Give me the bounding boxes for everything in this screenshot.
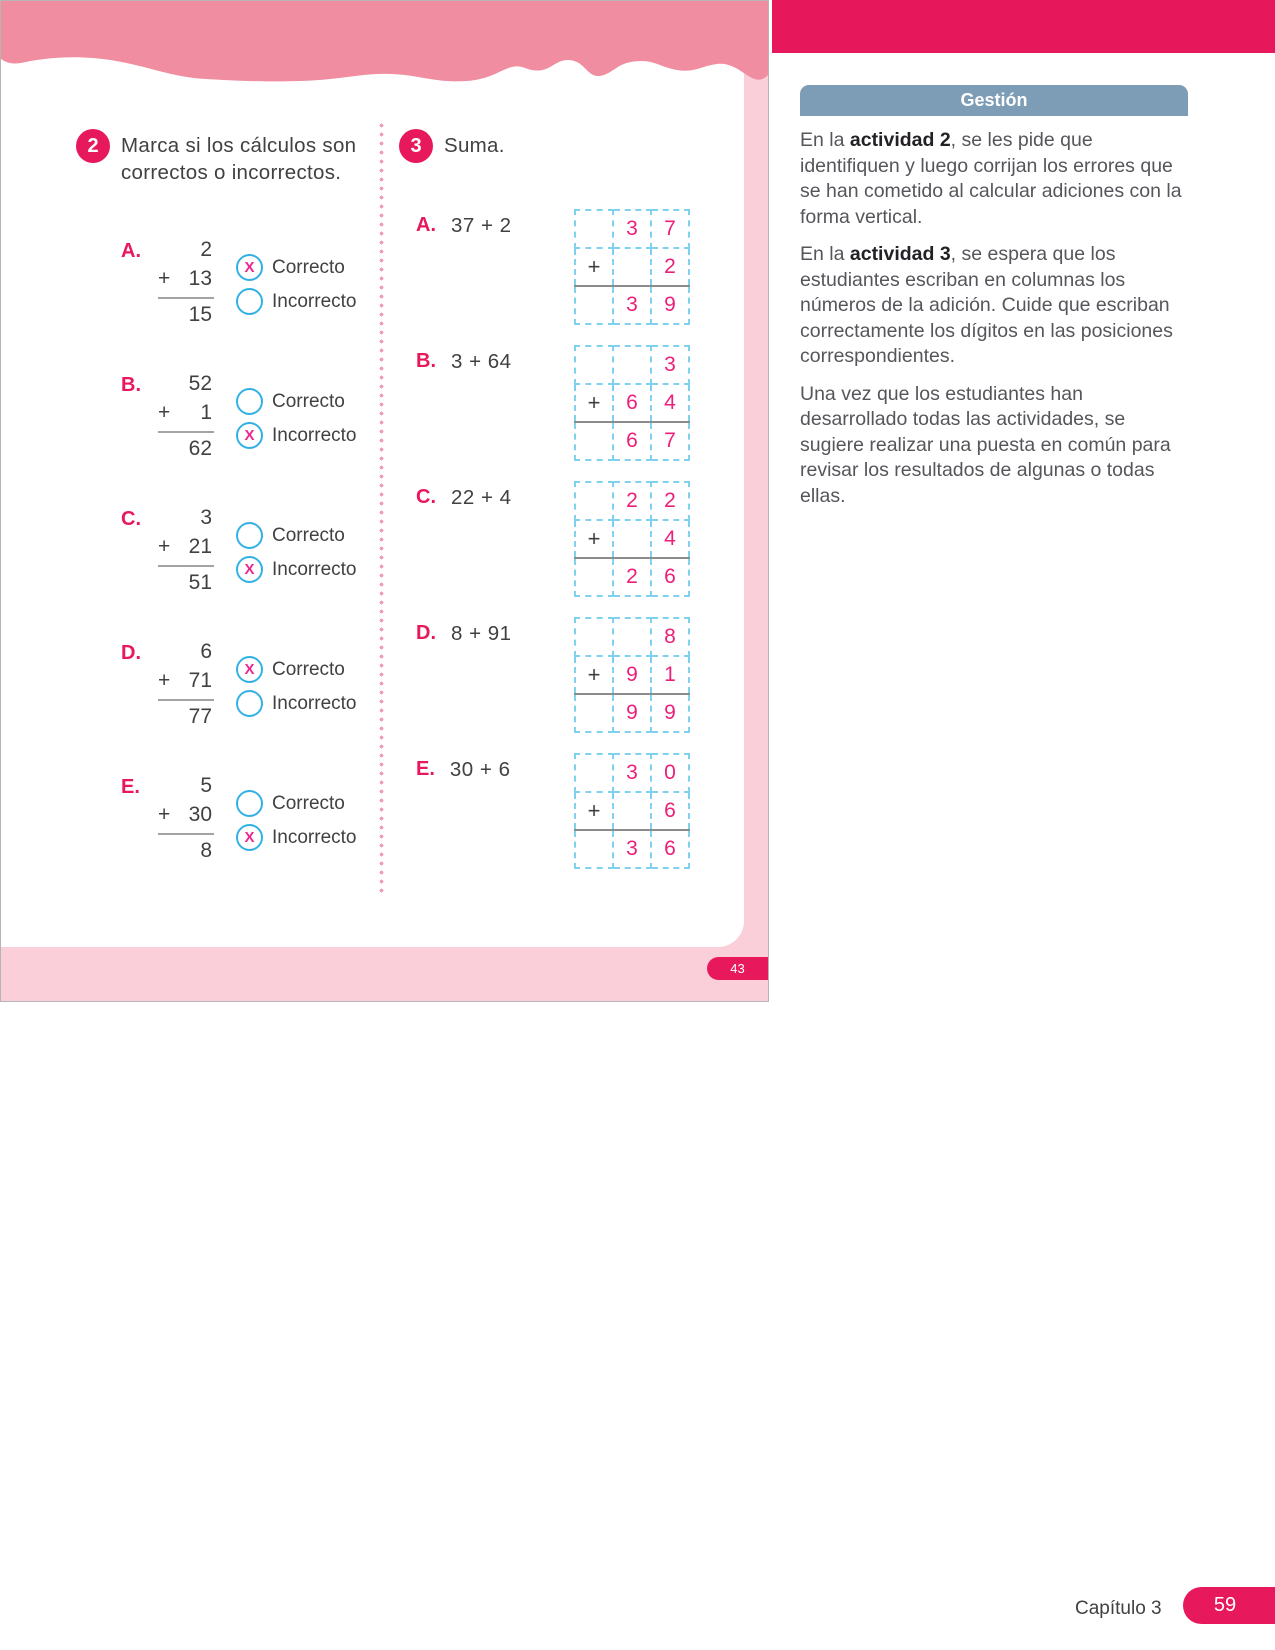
exercise-label: D.: [121, 642, 141, 664]
activity-3-number-badge: 3: [399, 129, 433, 163]
grid-cell: [613, 792, 651, 830]
item-expression: 8 + 91: [451, 622, 512, 645]
item-expression: 22 + 4: [451, 486, 512, 509]
grid-cell: [575, 210, 613, 248]
grid-cell: 2: [651, 482, 689, 520]
option-correcto: [236, 254, 356, 281]
item-label: B.: [416, 350, 436, 372]
option-circle: [236, 288, 263, 315]
item-expression: 37 + 2: [451, 214, 512, 237]
option-label: Incorrecto: [272, 424, 357, 446]
exercise-d: [121, 640, 378, 731]
sum-result: 15: [188, 303, 212, 326]
grid-cell: [613, 248, 651, 286]
grid-cell: 6: [651, 558, 689, 596]
grid-cell: [575, 618, 613, 656]
option-circle: X: [236, 656, 263, 683]
sum-grid: [574, 209, 690, 325]
grid-cell: [613, 346, 651, 384]
answer-options: [236, 238, 356, 329]
sum-addend: 13: [188, 267, 212, 290]
sum-top-number: 2: [200, 238, 212, 261]
sidebar-paragraph-1: [800, 128, 1188, 230]
grid-cell: +: [575, 656, 613, 694]
grid-cell: +: [575, 520, 613, 558]
option-correcto: [236, 656, 356, 683]
grid-cell: 6: [651, 792, 689, 830]
sum-grid: [574, 753, 690, 869]
sum-grid: [574, 617, 690, 733]
sum-result: 62: [188, 437, 212, 460]
teacher-notes-sidebar: [800, 85, 1188, 509]
sum-top-number: 5: [200, 774, 212, 797]
paragraph-text: , se les pide que identifiquen y luego corrijan los errores que se han cometido al calcular adiciones con la forma vertical.: [800, 129, 1182, 228]
item-c: [399, 481, 731, 597]
option-incorrecto: [236, 422, 356, 449]
sidebar-paragraph-3: [800, 382, 1188, 510]
item-label: A.: [416, 214, 436, 236]
item-label: D.: [416, 622, 436, 644]
grid-cell: +: [575, 248, 613, 286]
item-label: E.: [416, 758, 435, 780]
exercise-e: [121, 774, 378, 865]
grid-cell: 2: [613, 558, 651, 596]
paragraph-bold: actividad 2: [849, 129, 951, 151]
sum-grid: [574, 481, 690, 597]
exercise-label: A.: [121, 240, 141, 262]
activity-2-exercise-list: [76, 238, 378, 865]
plus-sign: +: [158, 803, 171, 826]
option-label: Incorrecto: [272, 692, 357, 714]
grid-cell: +: [575, 384, 613, 422]
option-correcto: [236, 388, 356, 415]
gestion-banner: Gestión: [800, 85, 1188, 116]
option-label: Correcto: [272, 256, 345, 278]
paragraph-text: , se espera que los estudiantes escriban en columnas los números de la adición. Cuide que escriban correctamente los dígitos en las posiciones correspondientes.: [800, 243, 1173, 367]
option-correcto: [236, 790, 356, 817]
grid-cell: [575, 558, 613, 596]
option-incorrecto: [236, 690, 356, 717]
exercise-label: C.: [121, 508, 141, 530]
sum-addend: 1: [200, 401, 212, 424]
top-red-band: [772, 0, 1275, 53]
sum-addend: 71: [188, 669, 212, 692]
activity-2-instruction-line1: Marca si los cálculos son: [121, 134, 357, 157]
paragraph-text: Una vez que los estudiantes han desarrollado todas las actividades, se sugiere realizar una puesta en común para revisar los resultados de algunas o todas ellas.: [800, 382, 1171, 507]
answer-options: [236, 640, 356, 731]
grid-cell: [575, 830, 613, 868]
option-circle: X: [236, 824, 263, 851]
activity-2-instruction: [121, 129, 356, 186]
item-d: [399, 617, 731, 733]
plus-sign: +: [158, 669, 171, 692]
vertical-sum: [158, 506, 214, 597]
grid-cell: [575, 754, 613, 792]
vertical-sum: [158, 640, 214, 731]
sum-top-number: 6: [200, 640, 212, 663]
grid-cell: 6: [613, 422, 651, 460]
item-expression: 3 + 64: [451, 350, 512, 373]
grid-cell: [575, 346, 613, 384]
option-circle: [236, 388, 263, 415]
activity-3-section: [399, 129, 731, 889]
sum-result: 8: [200, 839, 212, 862]
exercise-label: B.: [121, 374, 141, 396]
exercise-label: E.: [121, 776, 140, 798]
grid-cell: 3: [613, 286, 651, 324]
grid-cell: 3: [651, 346, 689, 384]
grid-cell: [613, 618, 651, 656]
sum-top-number: 52: [188, 372, 212, 395]
workbook-page-number-badge: 43: [707, 957, 768, 980]
option-incorrecto: [236, 824, 356, 851]
grid-cell: 6: [651, 830, 689, 868]
option-circle: [236, 522, 263, 549]
student-workbook-page: [0, 0, 769, 1002]
grid-cell: 2: [613, 482, 651, 520]
sum-top-number: 3: [200, 506, 212, 529]
grid-cell: 7: [651, 422, 689, 460]
plus-sign: +: [158, 535, 171, 558]
vertical-sum: [158, 372, 214, 463]
sum-result: 51: [188, 571, 212, 594]
option-label: Correcto: [272, 524, 345, 546]
grid-cell: 9: [651, 286, 689, 324]
option-label: Correcto: [272, 390, 345, 412]
option-label: Incorrecto: [272, 826, 357, 848]
grid-cell: [575, 286, 613, 324]
option-label: Incorrecto: [272, 558, 357, 580]
paragraph-text: En la: [800, 129, 850, 151]
grid-cell: 3: [613, 210, 651, 248]
grid-cell: [575, 422, 613, 460]
grid-cell: 8: [651, 618, 689, 656]
option-circle: [236, 790, 263, 817]
activity-2-section: [76, 129, 378, 908]
grid-cell: [575, 482, 613, 520]
sum-grid: [574, 345, 690, 461]
grid-cell: 9: [651, 694, 689, 732]
grid-cell: +: [575, 792, 613, 830]
answer-options: [236, 372, 356, 463]
option-circle: X: [236, 556, 263, 583]
exercise-b: [121, 372, 378, 463]
activity-3-item-list: [399, 209, 731, 869]
paragraph-text: En la: [800, 243, 850, 265]
item-b: [399, 345, 731, 461]
option-circle: [236, 690, 263, 717]
grid-cell: 2: [651, 248, 689, 286]
activity-2-number-badge: 2: [76, 129, 110, 163]
answer-options: [236, 506, 356, 597]
sidebar-paragraph-2: [800, 242, 1188, 370]
sum-result: 77: [188, 705, 212, 728]
item-e: [399, 753, 731, 869]
grid-cell: 6: [613, 384, 651, 422]
exercise-c: [121, 506, 378, 597]
pink-wave-decoration: [1, 1, 768, 97]
chapter-label: Capítulo 3: [1075, 1598, 1162, 1619]
grid-cell: [575, 694, 613, 732]
paragraph-bold: actividad 3: [849, 243, 951, 265]
vertical-sum: [158, 774, 214, 865]
sum-addend: 30: [188, 803, 212, 826]
grid-cell: 7: [651, 210, 689, 248]
vertical-sum: [158, 238, 214, 329]
option-label: Correcto: [272, 658, 345, 680]
item-label: C.: [416, 486, 436, 508]
item-a: [399, 209, 731, 325]
option-correcto: [236, 522, 356, 549]
activity-3-instruction: Suma.: [444, 134, 505, 157]
exercise-a: [121, 238, 378, 329]
option-label: Correcto: [272, 792, 345, 814]
item-expression: 30 + 6: [449, 758, 511, 781]
answer-options: [236, 774, 356, 865]
grid-cell: 3: [613, 754, 651, 792]
option-incorrecto: [236, 556, 356, 583]
activity-2-header: [76, 129, 378, 186]
option-circle: X: [236, 254, 263, 281]
option-label: Incorrecto: [272, 290, 357, 312]
dotted-column-divider: [379, 123, 384, 893]
grid-cell: 9: [613, 694, 651, 732]
grid-cell: 9: [613, 656, 651, 694]
sum-addend: 21: [188, 535, 212, 558]
activity-2-instruction-line2: correctos o incorrectos.: [121, 161, 342, 184]
activity-3-header: [399, 129, 731, 163]
grid-cell: [613, 520, 651, 558]
option-circle: X: [236, 422, 263, 449]
grid-cell: 3: [613, 830, 651, 868]
grid-cell: 1: [651, 656, 689, 694]
plus-sign: +: [158, 267, 171, 290]
page-number-pill: 59: [1183, 1587, 1275, 1624]
plus-sign: +: [158, 401, 171, 424]
option-incorrecto: [236, 288, 356, 315]
grid-cell: 4: [651, 520, 689, 558]
grid-cell: 0: [651, 754, 689, 792]
grid-cell: 4: [651, 384, 689, 422]
